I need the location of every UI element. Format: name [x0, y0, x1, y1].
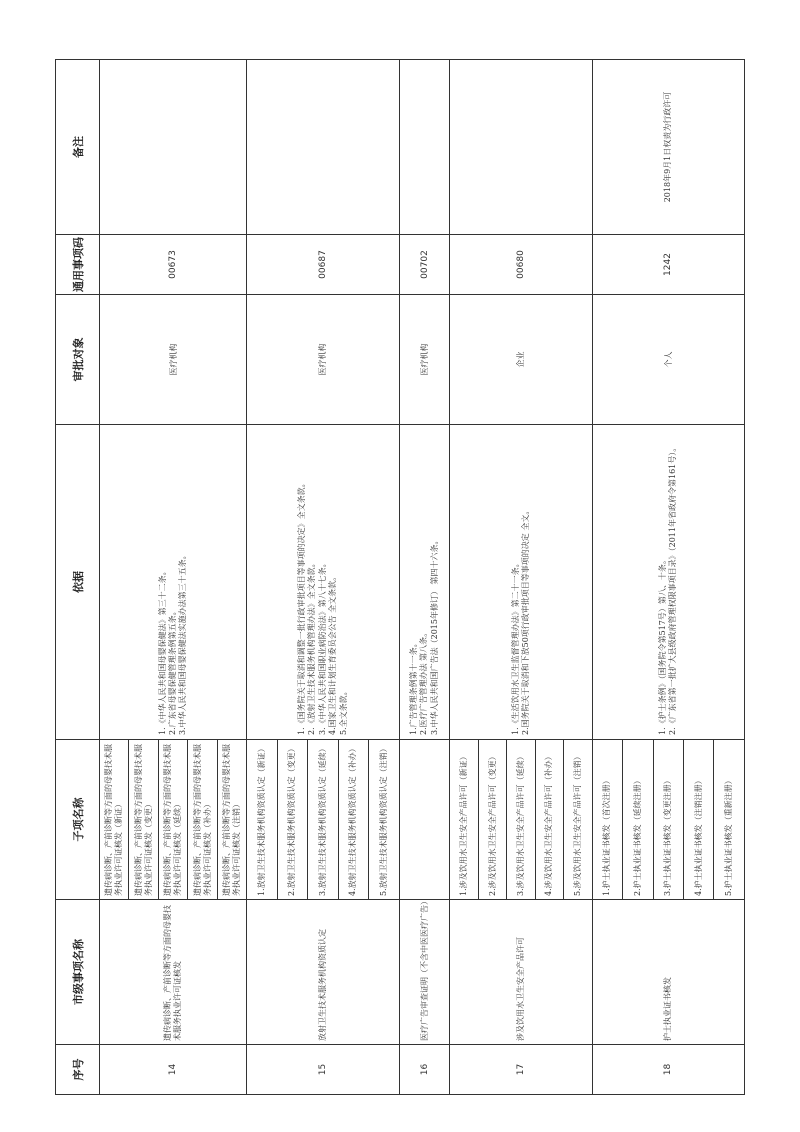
- basis-line: 2.医疗广告管理办法 第八条。: [419, 628, 429, 735]
- code-cell: 00673: [100, 235, 247, 295]
- note-cell: 2018年9月1日权责为行政许可: [592, 60, 744, 235]
- sub-item-cell: 1.放射卫生技术服务机构资质认定（新证）: [247, 740, 277, 900]
- item-name-cell: 护士执业证书核发: [592, 900, 744, 1045]
- basis-line: 3.《中华人民共和国职业病防治法》第八十七条。: [317, 559, 327, 735]
- basis-line: 1.《生活饮用水卫生监督管理办法》第二十一条。: [510, 559, 520, 735]
- sub-item-cell: 4.护士执业证书核发（注销注册）: [683, 740, 713, 900]
- table-row: [247, 60, 277, 1095]
- note-cell: [450, 60, 592, 235]
- target-cell: 医疗机构: [247, 295, 399, 425]
- header-target: 审批对象: [56, 295, 100, 425]
- basis-line: 3.中华人民共和国母婴保健法实施办法第三十五条。: [178, 551, 188, 735]
- sub-item-cell: 4.涉及饮用水卫生安全产品许可（补办）: [535, 740, 563, 900]
- basis-line: 4.国家卫生和计划生育委员会公告 全文条款。: [328, 572, 338, 735]
- basis-cell: [450, 425, 592, 740]
- code-cell: 1242: [592, 235, 744, 295]
- basis-line: 5.全文条款。: [338, 687, 348, 735]
- sub-item-cell: 遗传病诊断、产前诊断等方面的母婴技术服务执业许可证核发（补办）: [188, 740, 217, 900]
- basis-line: 1.《国务院关于取消和调整一批行政审批项目等事项的决定》全文条款。: [296, 479, 306, 735]
- basis-cell: [592, 425, 744, 740]
- basis-cell: [399, 425, 450, 740]
- basis-line: 1.《护士条例》（国务院令第517号）第八、十条。: [657, 556, 667, 735]
- rotated-table-wrapper: [55, 60, 745, 1095]
- basis-line: 1.广告管理条例第十一条。: [408, 639, 418, 735]
- table-row: [592, 60, 622, 1095]
- table-row: [399, 60, 450, 1095]
- basis-line: 2.国务院关于取消和下放50项行政审批项目等事项的决定 全文。: [520, 506, 530, 735]
- sub-item-cell: [399, 740, 450, 900]
- basis-line: 1.《中华人民共和国母婴保健法》第三十二条。: [157, 567, 167, 735]
- header-basis: 依据: [56, 425, 100, 740]
- basis-cell: [100, 425, 247, 740]
- seq-cell: 18: [592, 1045, 744, 1095]
- item-name-cell: 涉及饮用水卫生安全产品许可: [450, 900, 592, 1045]
- table-row: [450, 60, 478, 1095]
- sub-item-cell: 2.护士执业证书核发（延续注册）: [623, 740, 653, 900]
- code-cell: 00702: [399, 235, 450, 295]
- header-code: 通用事项码: [56, 235, 100, 295]
- basis-line: 2.《放射卫生技术服务机构管理办法》全文条款。: [307, 559, 317, 735]
- sub-item-cell: 5.涉及饮用水卫生安全产品许可（注销）: [564, 740, 592, 900]
- item-name-cell: 放射卫生技术服务机构资质认定: [247, 900, 399, 1045]
- header-seq: 序号: [56, 1045, 100, 1095]
- sub-item-cell: 2.涉及饮用水卫生安全产品许可（变更）: [478, 740, 506, 900]
- sub-item-cell: 3.护士执业证书核发（变更注册）: [653, 740, 683, 900]
- basis-line: 2.《广东省第一批扩大县级政府管理权限事项目录》（2011年省政府令第161号）。: [668, 443, 678, 735]
- target-cell: 医疗机构: [100, 295, 247, 425]
- table-row: [100, 60, 129, 1095]
- sub-item-cell: 3.涉及饮用水卫生安全产品许可（延续）: [507, 740, 535, 900]
- basis-cell: [247, 425, 399, 740]
- header-row: [56, 60, 100, 1095]
- item-name-cell: 遗传病诊断、产前诊断等方面的母婴技术服务执业许可证核发: [100, 900, 247, 1045]
- sub-item-cell: 遗传病诊断、产前诊断等方面的母婴技术服务执业许可证核发（延续）: [158, 740, 187, 900]
- note-cell: [399, 60, 450, 235]
- seq-cell: 16: [399, 1045, 450, 1095]
- sub-item-cell: 5.放射卫生技术服务机构资质认定（注销）: [369, 740, 399, 900]
- sub-item-cell: 1.涉及饮用水卫生安全产品许可（新证）: [450, 740, 478, 900]
- seq-cell: 17: [450, 1045, 592, 1095]
- header-note: 备注: [56, 60, 100, 235]
- basis-line: 2.广东省母婴保健管理条例第五条。: [167, 607, 177, 735]
- item-name-cell: 医疗广告审查证明（不含中医医疗广告）: [399, 900, 450, 1045]
- header-sub: 子项名称: [56, 740, 100, 900]
- sub-item-cell: 遗传病诊断、产前诊断等方面的母婴技术服务执业许可证核发（变更）: [129, 740, 158, 900]
- sub-item-cell: 遗传病诊断、产前诊断等方面的母婴技术服务执业许可证核发（注销）: [217, 740, 246, 900]
- sub-item-cell: 4.放射卫生技术服务机构资质认定（补办）: [338, 740, 368, 900]
- code-cell: 00680: [450, 235, 592, 295]
- sub-item-cell: 2.放射卫生技术服务机构资质认定（变更）: [277, 740, 307, 900]
- sub-item-cell: 1.护士执业证书核发（首次注册）: [592, 740, 622, 900]
- sub-item-cell: 遗传病诊断、产前诊断等方面的母婴技术服务执业许可证核发（新证）: [100, 740, 129, 900]
- sub-item-cell: 3.放射卫生技术服务机构资质认定（延续）: [308, 740, 338, 900]
- basis-line: 3.中华人民共和国广告法（2015年修订） 第四十六条。: [429, 536, 439, 735]
- approval-items-table: [55, 59, 745, 1095]
- sub-item-cell: 5.护士执业证书核发（重新注册）: [714, 740, 745, 900]
- header-name: 市级事项名称: [56, 900, 100, 1045]
- note-cell: [247, 60, 399, 235]
- target-cell: 医疗机构: [399, 295, 450, 425]
- target-cell: 企业: [450, 295, 592, 425]
- note-cell: [100, 60, 247, 235]
- seq-cell: 14: [100, 1045, 247, 1095]
- seq-cell: 15: [247, 1045, 399, 1095]
- code-cell: 00687: [247, 235, 399, 295]
- target-cell: 个人: [592, 295, 744, 425]
